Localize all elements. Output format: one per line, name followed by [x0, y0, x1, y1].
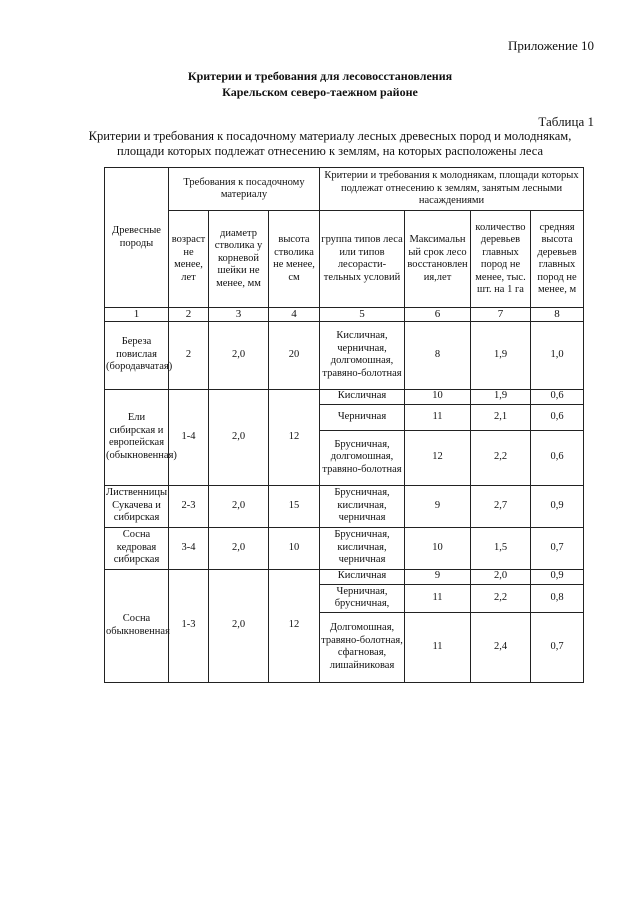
forest-type-cell: Кисличная	[320, 389, 405, 404]
age-cell: 2	[169, 321, 209, 389]
species-cell: Береза повислая (бородавчатая)	[105, 321, 169, 389]
term-cell: 11	[405, 404, 471, 430]
col-number: 3	[209, 308, 269, 322]
forest-type-cell: Черничная, брусничная,	[320, 584, 405, 612]
table-row	[105, 527, 584, 569]
term-cell: 8	[405, 321, 471, 389]
header-trees-count: количество деревьев главных пород не менее, тыс. шт. на 1 га	[471, 211, 531, 308]
header-avg-height: средняя высота деревьев главных пород не менее, м	[531, 211, 584, 308]
col-number: 8	[531, 308, 584, 322]
avg-height-cell: 0,9	[531, 485, 584, 527]
caption-line-1: Критерии и требования к посадочному материалу лесных древесных пород и молоднякам,	[88, 129, 572, 143]
term-cell: 9	[405, 485, 471, 527]
term-cell: 9	[405, 569, 471, 584]
appendix-label: Приложение 10	[507, 38, 594, 53]
diameter-cell: 2,0	[209, 485, 269, 527]
header-species: Древесные породы	[105, 168, 169, 308]
table-row	[105, 485, 584, 527]
term-cell: 12	[405, 430, 471, 485]
header-planting-material: Требования к посадочному материалу	[169, 168, 320, 211]
term-cell: 11	[405, 584, 471, 612]
avg-height-cell: 0,6	[531, 404, 584, 430]
avg-height-cell: 0,9	[531, 569, 584, 584]
height-cell: 20	[269, 321, 320, 389]
title-line-2: Карельском северо-таежном районе	[222, 85, 418, 99]
header-row-1	[105, 168, 584, 211]
table-caption	[70, 129, 590, 159]
height-cell: 12	[269, 569, 320, 682]
species-cell: Лиственницы Сукачева и сибирская	[105, 485, 169, 527]
count-cell: 2,0	[471, 569, 531, 584]
forest-type-cell: Черничная	[320, 404, 405, 430]
diameter-cell: 2,0	[209, 321, 269, 389]
term-cell: 10	[405, 389, 471, 404]
count-cell: 2,4	[471, 612, 531, 682]
avg-height-cell: 0,6	[531, 389, 584, 404]
title-line-1: Критерии и требования для лесовосстановления	[187, 69, 453, 83]
age-cell: 1-4	[169, 389, 209, 485]
count-cell: 1,5	[471, 527, 531, 569]
header-row-2	[105, 211, 584, 308]
avg-height-cell: 0,7	[531, 527, 584, 569]
count-cell: 1,9	[471, 389, 531, 404]
col-number: 5	[320, 308, 405, 322]
term-cell: 11	[405, 612, 471, 682]
age-cell: 2-3	[169, 485, 209, 527]
col-number: 4	[269, 308, 320, 322]
col-number: 1	[105, 308, 169, 322]
species-cell: Сосна кедровая сибирская	[105, 527, 169, 569]
species-cell: Ели сибирская и европейская (обыкновенная)	[105, 389, 169, 485]
criteria-table	[104, 167, 584, 683]
col-number: 7	[471, 308, 531, 322]
document-title	[0, 68, 640, 100]
age-cell: 3-4	[169, 527, 209, 569]
avg-height-cell: 1,0	[531, 321, 584, 389]
forest-type-cell: Долгомошная, травяно-болотная, сфагновая, лишайниковая	[320, 612, 405, 682]
forest-type-cell: Брусничная, долгомошная, травяно-болотная	[320, 430, 405, 485]
column-numbers-row	[105, 308, 584, 322]
header-age: возраст не менее, лет	[169, 211, 209, 308]
term-cell: 10	[405, 527, 471, 569]
diameter-cell: 2,0	[209, 527, 269, 569]
species-cell: Сосна обыкновенная	[105, 569, 169, 682]
forest-type-cell: Брусничная, кисличная, черничная	[320, 527, 405, 569]
header-young-stands: Критерии и требования к молоднякам, площади которых подлежат отнесению к землям, занятым лесными насаждениями	[320, 168, 584, 211]
diameter-cell: 2,0	[209, 389, 269, 485]
height-cell: 12	[269, 389, 320, 485]
header-diameter: диаметр стволика у корневой шейки не менее, мм	[209, 211, 269, 308]
header-max-term: Максимальный срок лесовосстановления,лет	[405, 211, 471, 308]
table-row	[105, 321, 584, 389]
col-number: 6	[405, 308, 471, 322]
diameter-cell: 2,0	[209, 569, 269, 682]
age-cell: 1-3	[169, 569, 209, 682]
count-cell: 2,7	[471, 485, 531, 527]
count-cell: 1,9	[471, 321, 531, 389]
caption-line-2: площади которых подлежат отнесению к землям, на которых расположены леса	[116, 144, 544, 158]
forest-type-cell: Кисличная, черничная, долгомошная, травяно-болотная	[320, 321, 405, 389]
forest-type-cell: Брусничная, кисличная, черничная	[320, 485, 405, 527]
count-cell: 2,2	[471, 584, 531, 612]
header-height: высота стволика не менее, см	[269, 211, 320, 308]
count-cell: 2,2	[471, 430, 531, 485]
forest-type-cell: Кисличная	[320, 569, 405, 584]
height-cell: 15	[269, 485, 320, 527]
avg-height-cell: 0,6	[531, 430, 584, 485]
header-forest-types: группа типов леса или типов лесорасти-тельных условий	[320, 211, 405, 308]
col-number: 2	[169, 308, 209, 322]
table-row	[105, 389, 584, 404]
height-cell: 10	[269, 527, 320, 569]
table-number: Таблица 1	[538, 114, 594, 129]
table-row	[105, 569, 584, 584]
avg-height-cell: 0,7	[531, 612, 584, 682]
avg-height-cell: 0,8	[531, 584, 584, 612]
count-cell: 2,1	[471, 404, 531, 430]
